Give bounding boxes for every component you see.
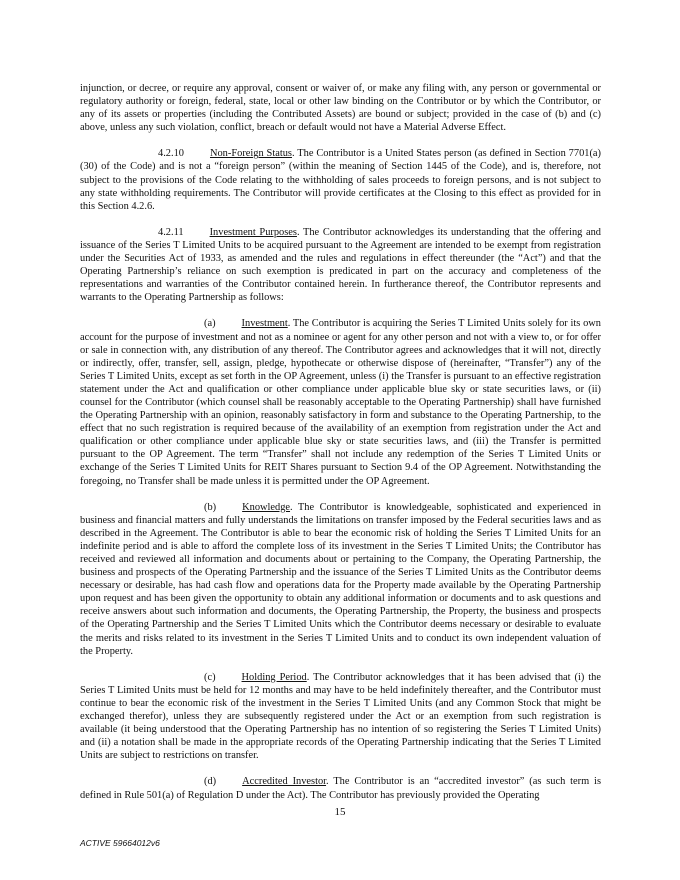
subsection-title: Knowledge — [242, 501, 291, 513]
document-footer-id: ACTIVE 59664012v6 — [80, 838, 160, 848]
section-number: 4.2.11 — [158, 226, 184, 238]
subsection-number: (d) — [204, 776, 217, 788]
document-body — [80, 82, 601, 815]
section-text: . The Contributor is a United States person (as defined in Section 7701(a)(30) of the Code) and is not a “foreign person” (within the meaning of Section 1445 of the Code), and is, therefore, not subject to the provisions of the Code relating to the withholding of sales proceeds to foreign persons, and is not subject to any state withholding requirements. The Contributor will provide certificates at the Closing to this effect as provided for in this Section 4.2.6. — [80, 148, 601, 212]
subsection-text: . The Contributor acknowledges that it has been advised that (i) the Series T Limited Units must be held for 12 months and may have to be held indefinitely thereafter, and the Contributor must continue to bear the economic risk of the investment in the Series T Limited Units (and any Common Stock that might be exchanged therefor), unless they are subsequently registered under the Act or an exemption from such registration is available (it being understood that the Operating Partnership has no intention of so registering the Series T Limited Units) and (ii) a notation shall be made in the appropriate records of the Operating Partnership indicating that the Series T Limited Units are subject to restrictions on transfer. — [80, 671, 601, 762]
subsection-text: . The Contributor is acquiring the Series T Limited Units solely for its own account for the purpose of investment and not as a nominee or agent for any other person and not with a view to, or for offer or sale in connection with, any distribution of any thereof. The Contributor agrees and acknowledges that it will not, directly or indirectly, offer, transfer, sell, assign, pledge, hypothecate or otherwise dispose of (hereinafter, “Transfer”) any of the Series T Limited Units, except as set forth in the OP Agreement, unless (i) the Transfer is pursuant to an effective registration statement under the Act and qualification or other compliance under applicable blue sky or state securities laws, or (ii) counsel for the Contributor (which counsel shall be reasonably acceptable to the Operating Partnership) shall have furnished the Operating Partnership with an opinion, reasonably satisfactory in form and substance to the Operating Partnership, to the effect that no such registration is required because of the availability of an exemption from registration under the Act and qualification or other compliance under applicable blue sky or state securities laws, and (iii) the Transfer is permitted pursuant to the OP Agreement. The term “Transfer” shall not include any redemption of the Series T Limited Units or exchange of the Series T Limited Units for REIT Shares pursuant to Section 9.4 of the OP Agreement. Notwithstanding the foregoing, no Transfer shall be made unless it is permitted under the OP Agreement. — [80, 318, 601, 487]
section-number: 4.2.10 — [158, 148, 184, 160]
section-title: Investment Purposes — [209, 226, 297, 238]
subsection-number: (b) — [204, 501, 217, 513]
subsection-text: . The Contributor is knowledgeable, sophisticated and experienced in business and financial matters and fully understands the limitations on transfer imposed by the Federal securities laws and as described in the Agreement. The Contributor is able to bear the economic risk of holding the Series T Limited Units for an indefinite period and is able to afford the complete loss of its investment in the Series T Limited Units; the Contributor has received and reviewed all information and documents about or pertaining to the Company, the Operating Partnership, the business and prospects of the Operating Partnership and the issuance of the Series T Limited Units as the Contributor deems necessary or desirable, has had cash flow and operations data for the Property made available by the Operating Partnership upon request and has been given the opportunity to obtain any additional information or documents and to ask questions and receive answers about such information and documents, the Operating Partnership, the Property, the business and prospects of the Operating Partnership and the Series T Limited Units which the Contributor deems necessary or desirable to evaluate the merits and risks related to its investment in the Series T Limited Units and to conduct its own independent valuation of the Property. — [80, 501, 601, 657]
subsection-title: Investment — [241, 318, 288, 330]
section-text: . The Contributor acknowledges its understanding that the offering and issuance of the Series T Limited Units to be acquired pursuant to the Agreement are intended to be exempt from registration under the Securities Act of 1933, as amended and the rules and regulations in effect thereunder (the “Act”) and that the Operating Partnership’s reliance on such exemption is predicated in part on the accuracy and completeness of the representations and warranties of the Contributor contained herein. In furtherance thereof, the Contributor represents and warrants to the Operating Partnership as follows: — [80, 226, 602, 304]
section-title: Non-Foreign Status — [209, 148, 292, 160]
subsection-title: Accredited Investor — [242, 776, 327, 788]
subsection-b — [80, 501, 601, 658]
subsection-text: . The Contributor is an “accredited investor” (as such term is defined in Rule 501(a) of Regulation D under the Act). The Contributor has previously provided the Operating — [80, 776, 601, 801]
subsection-d — [80, 775, 601, 801]
paragraph-continuation: injunction, or decree, or require any approval, consent or waiver of, or make any filing with, any person or governmental or regulatory authority or foreign, federal, state, local or other law binding on the Contributor or by which the Contributor, or any of its assets or properties (including the Contributed Assets) are bound or subject; provided in the case of (b) and (c) above, unless any such violation, conflict, breach or default would not have a Material Adverse Effect. — [80, 83, 601, 134]
subsection-number: (a) — [204, 318, 216, 330]
subsection-title: Holding Period — [241, 671, 307, 683]
section-4-2-11 — [80, 226, 601, 305]
section-4-2-10 — [80, 147, 601, 212]
subsection-c — [80, 671, 601, 763]
page-number: 15 — [334, 806, 346, 818]
subsection-a — [80, 317, 601, 487]
subsection-number: (c) — [204, 671, 216, 683]
